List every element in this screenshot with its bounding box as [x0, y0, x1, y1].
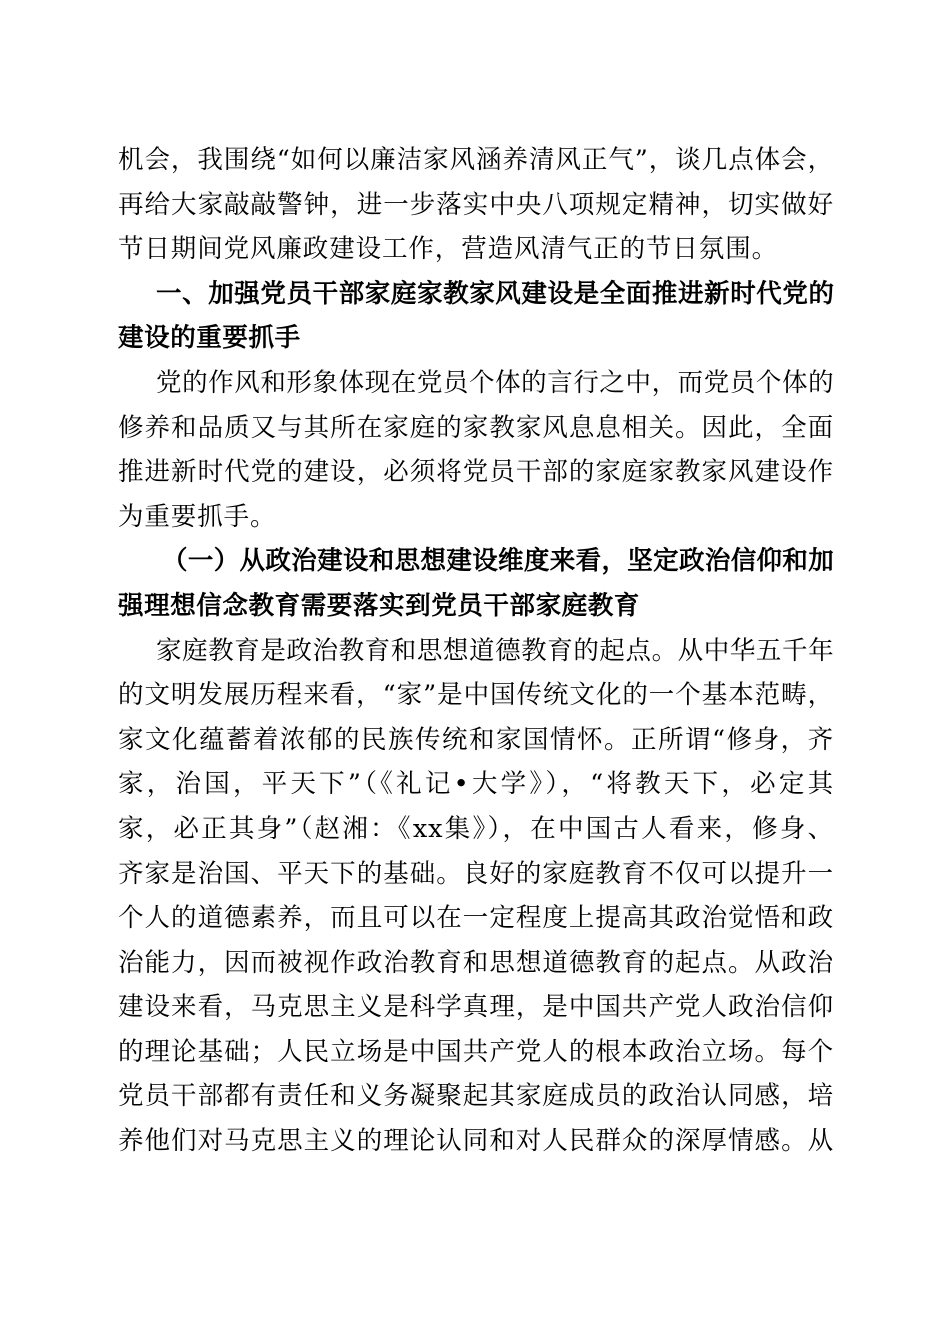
body-line: 齐家是治国、平天下的基础。良好的家庭教育不仅可以提升一 [118, 858, 834, 889]
section-heading-1: 一、加强党员干部家庭家教家风建设是全面推进新时代党的 [156, 278, 835, 309]
body-line: 家，必正其身”（赵湘：《xx集》），在中国古人看来，修身、 [118, 813, 834, 844]
body-line: 党的作风和形象体现在党员个体的言行之中，而党员个体的 [156, 367, 834, 398]
body-line: 推进新时代党的建设，必须将党员干部的家庭家教家风建设作 [118, 457, 834, 488]
body-line: 修养和品质又与其所在家庭的家教家风息息相关。因此，全面 [118, 412, 834, 443]
subsection-heading-1: （一）从政治建设和思想建设维度来看，坚定政治信仰和加 [162, 546, 835, 577]
body-line: 治能力，因而被视作政治教育和思想道德教育的起点。从政治 [118, 947, 834, 978]
body-line: 的理论基础；人民立场是中国共产党人的根本政治立场。每个 [118, 1036, 834, 1067]
subsection-heading-1-cont: 强理想信念教育需要落实到党员干部家庭教育 [118, 590, 641, 621]
body-line: 养他们对马克思主义的理论认同和对人民群众的深厚情感。从 [118, 1126, 834, 1157]
body-line: 为重要抓手。 [118, 501, 277, 532]
body-line: 家，治国，平天下”（《礼记•大学》），“将教天下，必定其 [118, 769, 834, 800]
document-body [118, 138, 834, 1164]
body-line: 节日期间党风廉政建设工作，营造风清气正的节日氛围。 [118, 234, 779, 265]
body-line: 个人的道德素养，而且可以在一定程度上提高其政治觉悟和政 [118, 903, 834, 934]
body-line: 家庭教育是政治教育和思想道德教育的起点。从中华五千年 [156, 635, 834, 666]
section-heading-1-cont: 建设的重要抓手 [118, 323, 301, 354]
body-line: 的文明发展历程来看，“家”是中国传统文化的一个基本范畴， [118, 680, 834, 711]
body-line: 再给大家敲敲警钟，进一步落实中央八项规定精神，切实做好 [118, 189, 834, 220]
body-line: 建设来看，马克思主义是科学真理，是中国共产党人政治信仰 [118, 992, 834, 1023]
body-line: 党员干部都有责任和义务凝聚起其家庭成员的政治认同感，培 [118, 1081, 834, 1112]
body-line: 机会，我围绕“如何以廉洁家风涵养清风正气”，谈几点体会， [118, 145, 834, 175]
body-line: 家文化蕴蓄着浓郁的民族传统和家国情怀。正所谓“修身，齐 [118, 724, 834, 755]
